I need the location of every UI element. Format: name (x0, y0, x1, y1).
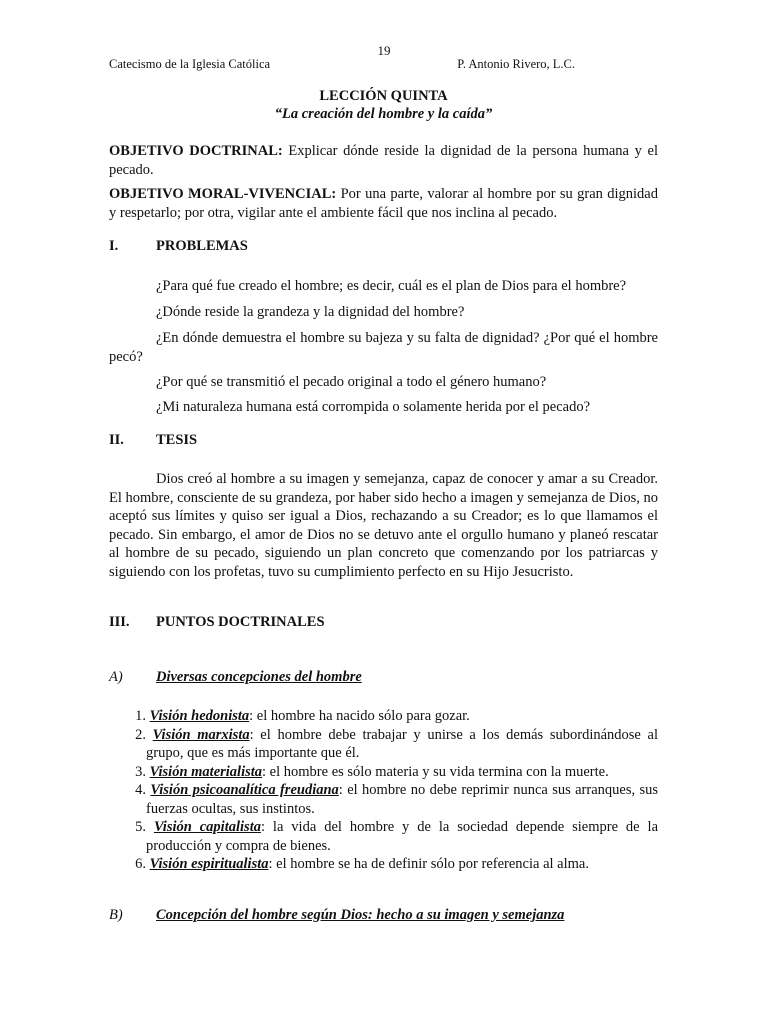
running-header (109, 55, 575, 74)
list-item (109, 855, 658, 874)
tesis-paragraph: Dios creó al hombre a su imagen y semejanza, capaz de conocer y amar a su Creador. El hombre, consciente de su grandeza, por haber sido hecho a imagen y semejanza de Dios, no aceptó sus límites y quiso ser igual a Dios, rechazando a su Creador; es lo que llamamos el pecado. Sin embargo, el amor de Dios no se detuvo ante el orgullo humano y planeó rescatar al hombre de su pecado, siguiendo un plan concreto que comenzando por los patriarcas y siguiendo con los profetas, tuvo su cumplimiento perfecto en su Hijo Jesucristo. (109, 471, 658, 580)
vision-text: : el hombre se ha de definir sólo por referencia al alma. (268, 856, 589, 872)
list-item (109, 726, 658, 763)
section-tesis-heading (109, 431, 658, 450)
section-number: III. (109, 614, 130, 630)
section-puntos-heading (109, 613, 658, 632)
list-item (109, 707, 658, 726)
section-number: II. (109, 432, 124, 448)
objective-moral-text: Por una parte, valorar al hombre por su gran dignidad y respetarlo; por otra, vigilar ante el ambiente fácil que nos inclina al pecado. (109, 186, 658, 221)
vision-term: Visión hedonista (149, 708, 250, 724)
item-number: 2. (135, 726, 146, 743)
subsection-title: Diversas concepciones del hombre (156, 669, 362, 685)
objective-doctrinal-label: OBJETIVO DOCTRINAL: (109, 143, 283, 159)
page-number: 19 (377, 43, 391, 58)
subsection-a-heading (109, 668, 658, 687)
vision-text: : el hombre ha nacido sólo para gozar. (249, 708, 470, 724)
vision-text: : el hombre es sólo materia y su vida termina con la muerte. (262, 763, 609, 780)
vision-term: Visión espiritualista (149, 856, 269, 872)
list-item (109, 763, 658, 782)
list-item (109, 781, 658, 818)
lesson-title: LECCIÓN QUINTA (319, 88, 448, 104)
subsection-b-heading (109, 906, 658, 925)
header-book-title: Catecismo de la Iglesia Católica (109, 57, 271, 71)
subsection-letter: B) (109, 907, 123, 923)
vision-text: : la vida del hombre y de la sociedad depende siempre de la producción y compra de bienes. (146, 819, 659, 854)
visions-list (109, 707, 658, 874)
question-4: ¿Por qué se transmitió el pecado original a todo el género humano? (156, 374, 547, 390)
item-number: 1. (135, 708, 146, 724)
subsection-letter: A) (109, 669, 123, 685)
section-title: PROBLEMAS (156, 238, 248, 254)
vision-term: Visión marxista (152, 726, 250, 743)
item-number: 6. (135, 856, 146, 872)
vision-text: : el hombre no debe reprimir nunca sus arranques, sus fuerzas ocultas, sus instintos. (146, 782, 659, 817)
question-1: ¿Para qué fue creado el hombre; es decir, cuál es el plan de Dios para el hombre? (156, 278, 627, 294)
item-number: 3. (135, 763, 146, 780)
list-item (109, 818, 658, 855)
item-number: 4. (135, 782, 146, 798)
objective-doctrinal (109, 142, 658, 179)
vision-term: Visión capitalista (153, 819, 261, 835)
objective-moral-label: OBJETIVO MORAL-VIVENCIAL: (109, 186, 337, 202)
item-number: 5. (135, 819, 146, 835)
subsection-title: Concepción del hombre según Dios: hecho a su imagen y semejanza (156, 907, 565, 923)
header-author: P. Antonio Rivero, L.C. (457, 57, 575, 71)
section-title: PUNTOS DOCTRINALES (156, 614, 325, 630)
objective-moral (109, 185, 658, 222)
section-number: I. (109, 238, 119, 254)
question-2: ¿Dónde reside la grandeza y la dignidad del hombre? (156, 304, 465, 320)
objective-doctrinal-text: Explicar dónde reside la dignidad de la persona humana y el pecado. (109, 143, 658, 178)
question-5: ¿Mi naturaleza humana está corrompida o solamente herida por el pecado? (156, 399, 591, 415)
lesson-subtitle: “La creación del hombre y la caída” (274, 106, 493, 122)
vision-text: : el hombre debe trabajar y unirse a los demás subordinándose al grupo, que es más importante que él. (146, 726, 658, 761)
question-3: ¿En dónde demuestra el hombre su bajeza y su falta de dignidad? ¿Por qué el hombre pecó? (109, 330, 658, 365)
vision-term: Visión materialista (149, 763, 263, 780)
section-title: TESIS (156, 432, 198, 448)
vision-term: Visión psicoanalítica freudiana (150, 782, 339, 798)
section-problemas-heading (109, 237, 658, 256)
